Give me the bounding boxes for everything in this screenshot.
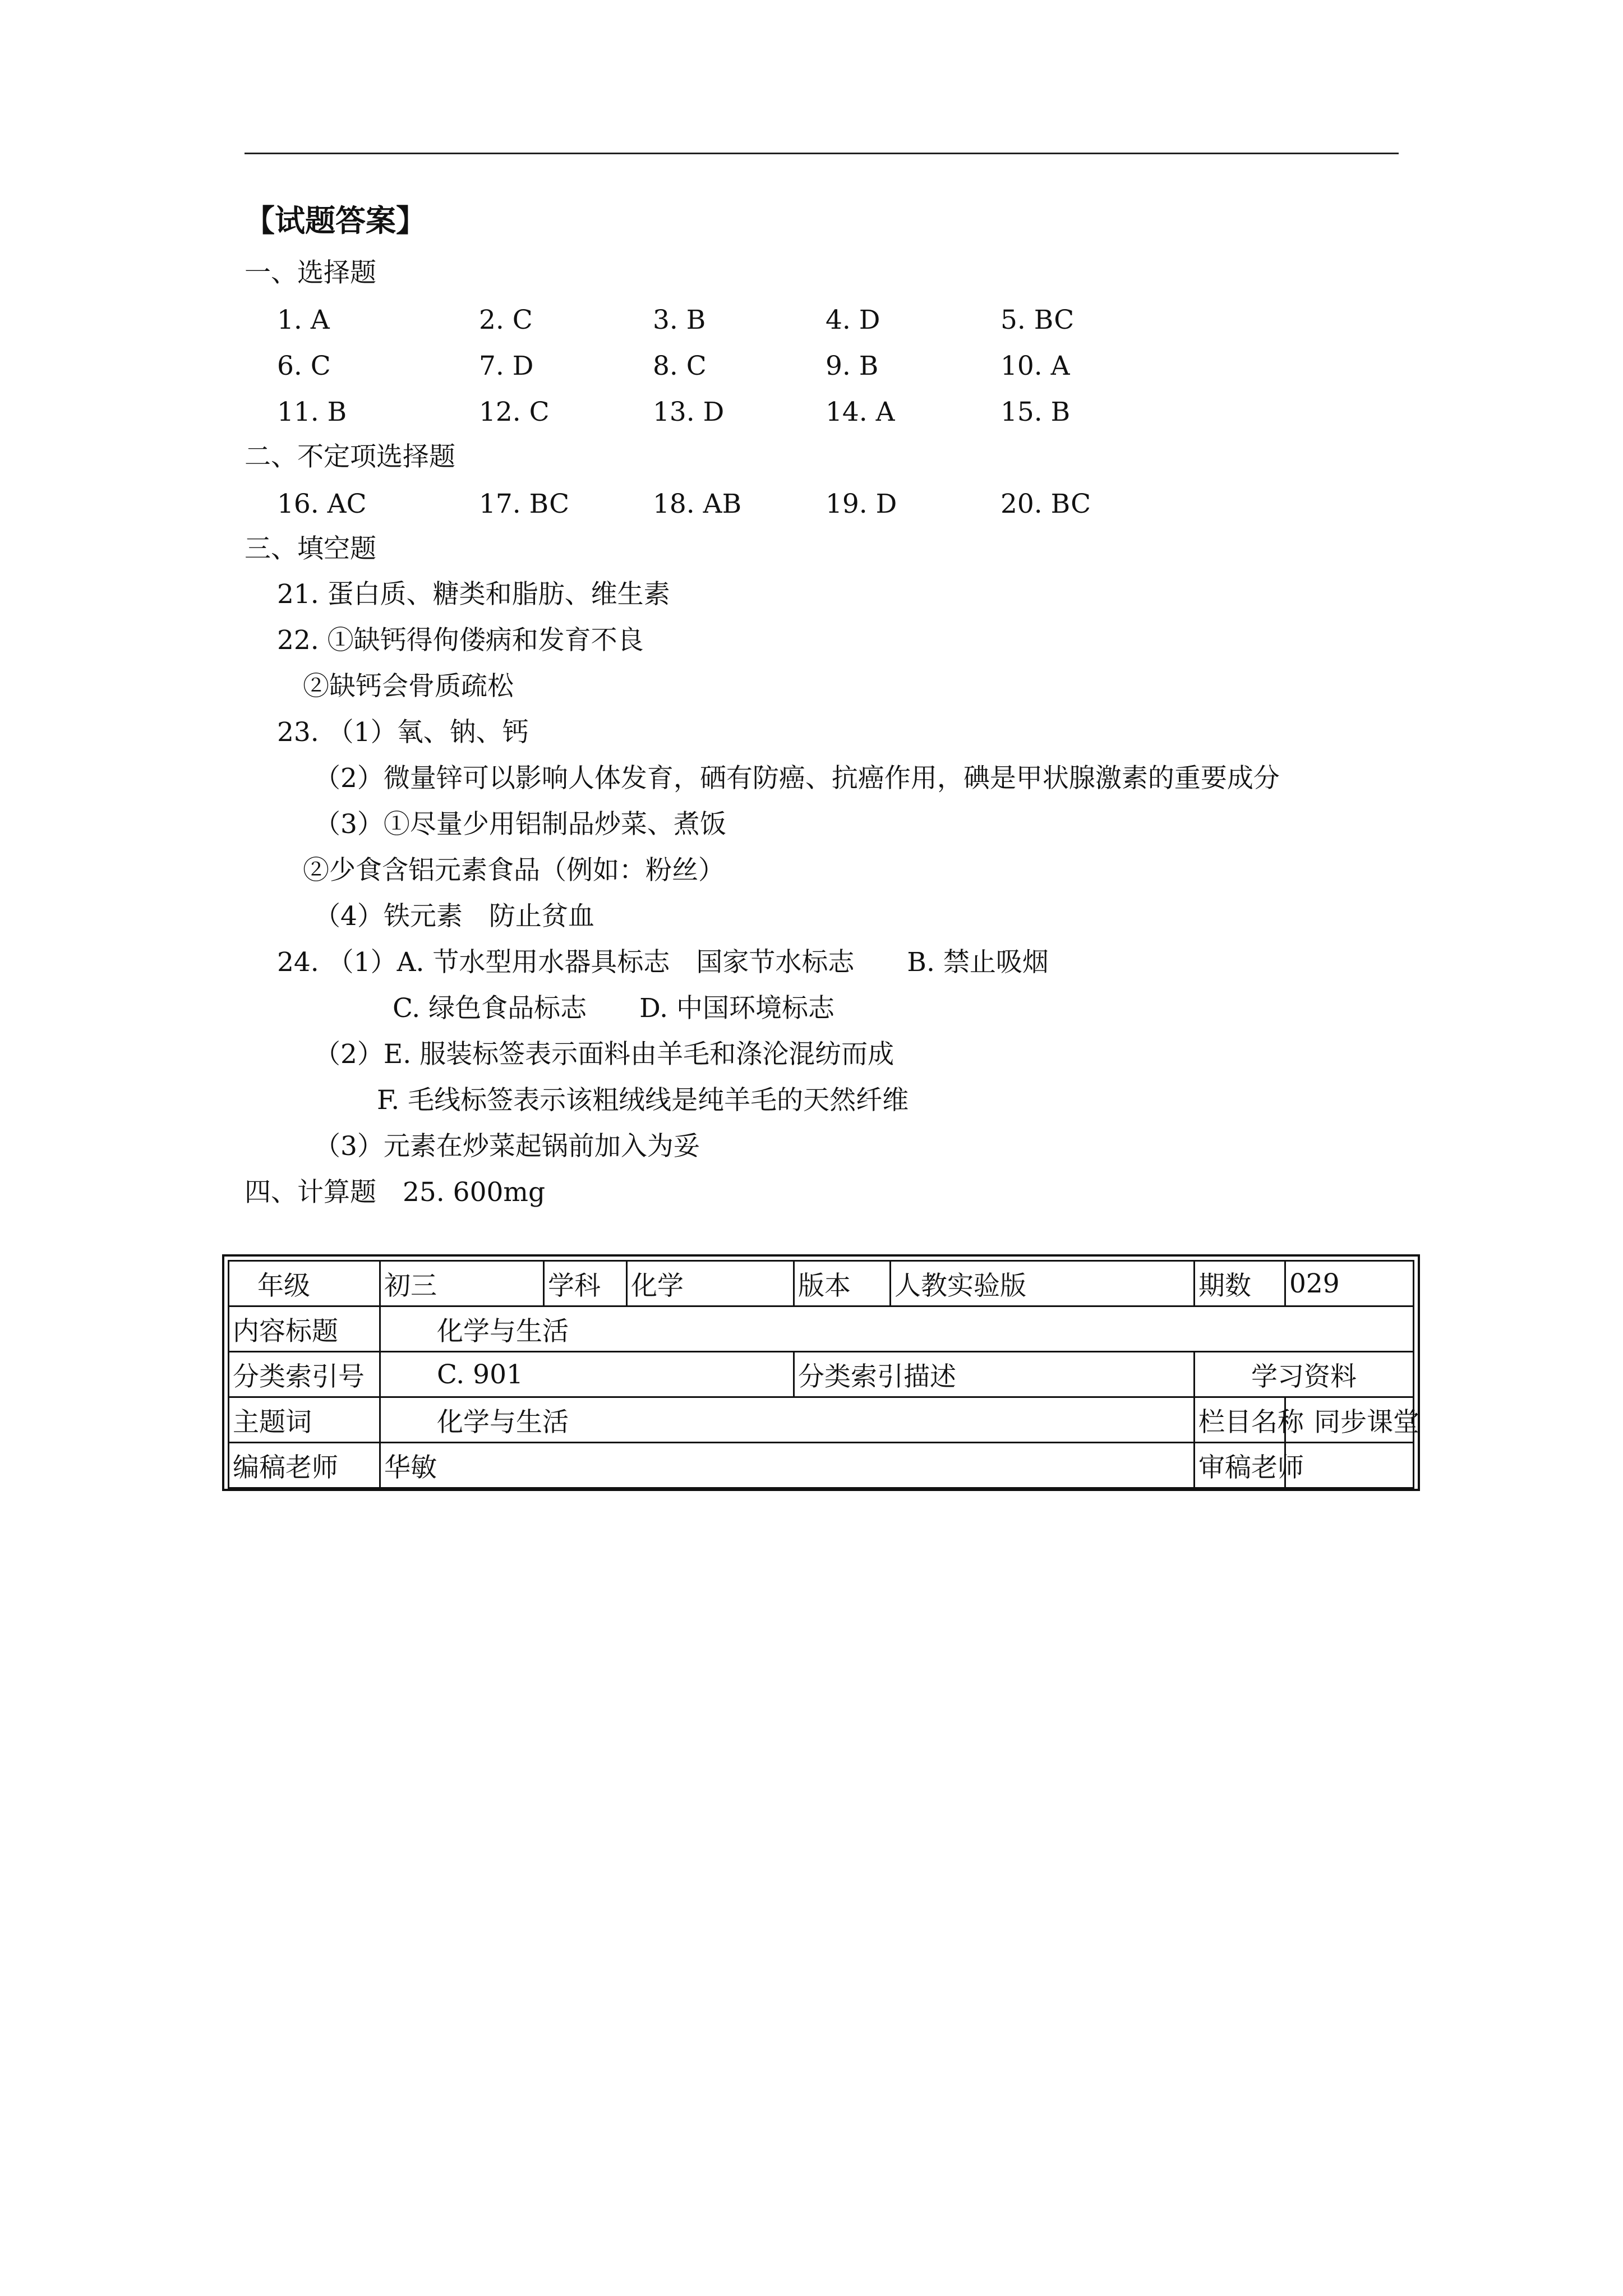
fill-q22-a: 22. ①缺钙得佝偻病和发育不良 [277, 625, 644, 656]
editor-label: 编稿老师 [229, 1443, 380, 1488]
subject-label: 学科 [544, 1261, 627, 1306]
edition-label: 版本 [794, 1261, 891, 1306]
answer-item: 14. A [826, 397, 895, 427]
editor-value: 华敏 [380, 1443, 1195, 1488]
answer-item: 8. C [653, 351, 707, 381]
answer-item: 15. B [1000, 397, 1071, 427]
fill-q24-b: C. 绿色食品标志 D. 中国环境标志 [393, 993, 835, 1024]
fill-q24-d: F. 毛线标签表示该粗绒线是纯羊毛的天然纤维 [377, 1085, 909, 1116]
header-rule [245, 153, 1399, 154]
answer-item: 4. D [826, 305, 880, 335]
fill-q23-a: 23. （1）氧、钠、钙 [277, 717, 529, 748]
answer-item: 5. BC [1000, 305, 1075, 335]
info-table [222, 1254, 1420, 1491]
reviewer-label: 审稿老师 [1195, 1443, 1285, 1488]
index-value: C. 901 [380, 1352, 794, 1397]
answer-item: 12. C [479, 397, 550, 427]
keyword-value: 化学与生活 [380, 1397, 1195, 1443]
section-multi: 二、不定项选择题 [245, 441, 455, 472]
fill-q24-e: （3）元素在炒菜起锅前加入为妥 [314, 1131, 700, 1162]
content-title-value: 化学与生活 [380, 1306, 1414, 1352]
fill-q23-d: ②少食含铝元素食品（例如：粉丝） [303, 855, 725, 886]
content-title-label: 内容标题 [229, 1306, 380, 1352]
answer-item: 11. B [277, 397, 347, 427]
section-calc: 四、计算题 25. 600mg [245, 1177, 546, 1208]
answer-item: 18. AB [653, 489, 742, 519]
answer-item: 6. C [277, 351, 331, 381]
answer-title: 【试题答案】 [245, 203, 426, 238]
answer-item: 20. BC [1000, 489, 1091, 519]
fill-q24-a: 24. （1）A. 节水型用水器具标志 国家节水标志 B. 禁止吸烟 [277, 947, 1049, 978]
subject-value: 化学 [627, 1261, 794, 1306]
fill-q24-c: （2）E. 服装标签表示面料由羊毛和涤沦混纺而成 [314, 1039, 895, 1070]
keyword-label: 主题词 [229, 1397, 380, 1443]
reviewer-value [1285, 1443, 1414, 1488]
index-label: 分类索引号 [229, 1352, 380, 1397]
index-desc-value: 学习资料 [1195, 1352, 1414, 1397]
grade-label: 年级 [229, 1261, 380, 1306]
column-value: 同步课堂 [1285, 1397, 1414, 1443]
answer-item: 13. D [653, 397, 725, 427]
issue-label: 期数 [1195, 1261, 1285, 1306]
answer-item: 9. B [826, 351, 879, 381]
fill-q22-b: ②缺钙会骨质疏松 [303, 671, 514, 702]
answer-item: 3. B [653, 305, 706, 335]
index-desc-label: 分类索引描述 [794, 1352, 1195, 1397]
grade-value: 初三 [380, 1261, 544, 1306]
answer-item: 19. D [826, 489, 897, 519]
column-label: 栏目名称 [1195, 1397, 1285, 1443]
answer-item: 16. AC [277, 489, 367, 519]
edition-value: 人教实验版 [891, 1261, 1195, 1306]
section-choice: 一、选择题 [245, 257, 376, 288]
fill-q23-b: （2）微量锌可以影响人体发育，硒有防癌、抗癌作用，碘是甲状腺激素的重要成分 [314, 763, 1280, 794]
fill-q23-c: （3）①尽量少用铝制品炒菜、煮饭 [314, 809, 726, 840]
answer-item: 10. A [1000, 351, 1070, 381]
answer-item: 2. C [479, 305, 533, 335]
section-fill: 三、填空题 [245, 533, 376, 564]
fill-q21: 21. 蛋白质、糖类和脂肪、维生素 [277, 579, 670, 610]
issue-value: 029 [1285, 1261, 1414, 1306]
answer-item: 17. BC [479, 489, 570, 519]
fill-q23-e: （4）铁元素 防止贫血 [314, 901, 594, 932]
answer-item: 7. D [479, 351, 534, 381]
answer-item: 1. A [277, 305, 330, 335]
